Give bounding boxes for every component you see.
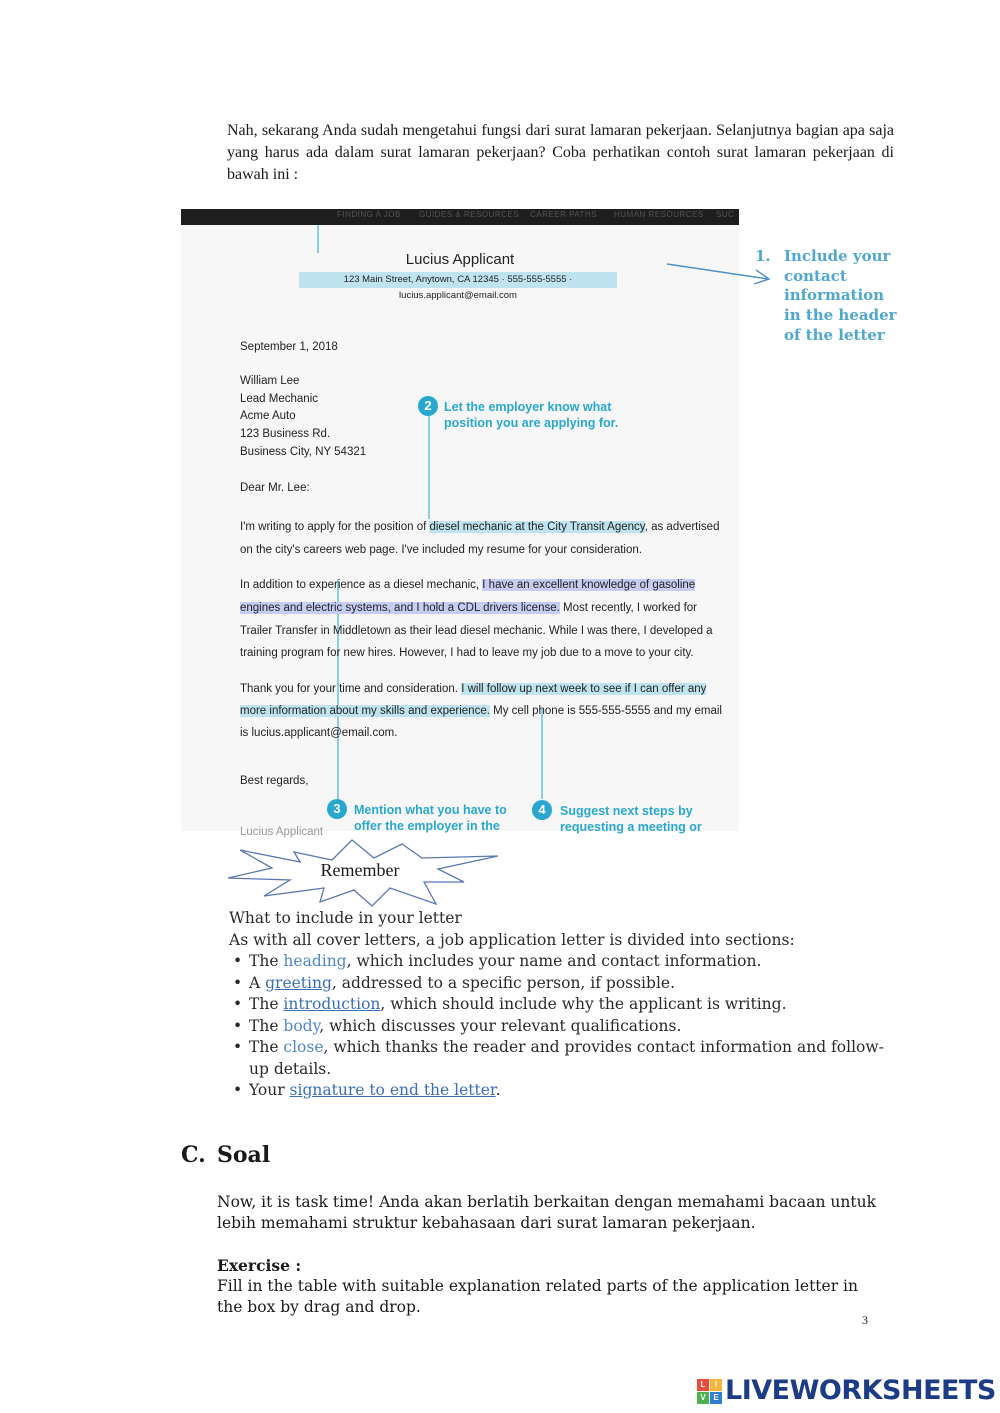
p2-line4: training program for new hires. However, I had to leave my job due to a move to your city. (240, 647, 694, 659)
p2-line1 (240, 579, 695, 591)
nav-item: GUIDES & RESOURCES (419, 210, 520, 219)
item-text: The (249, 1016, 284, 1035)
p2-line2 (240, 602, 697, 614)
p2-text: In addition to experience as a diesel mechanic, (240, 579, 483, 591)
item-text: , which thanks the reader and provides contact information and follow-up details. (249, 1038, 884, 1078)
link-greeting[interactable]: greeting (265, 973, 332, 992)
list-item (229, 1016, 889, 1038)
item-text: , which discusses your relevant qualifications. (319, 1016, 682, 1035)
p3-text: My cell phone is 555-555-5555 and my email (489, 705, 722, 717)
brand-wordmark: LIVEWORKSHEETS (725, 1375, 996, 1406)
sample-letter-image (181, 209, 739, 838)
p3-line3: is lucius.applicant@email.com. (240, 727, 398, 739)
p3-line1 (240, 683, 706, 695)
item-text: A (249, 973, 266, 992)
callout-2-text: Let the employer know what position you are applying for. (444, 400, 619, 430)
item-text: , which should include why the applicant is writing. (380, 995, 787, 1013)
nav-item: SUC (716, 210, 735, 219)
p1-text: , as advertised (644, 521, 720, 533)
include-list (229, 951, 889, 1102)
exercise-instructions: Fill in the table with suitable explanation related parts of the application letter in the box by drag and drop. (217, 1277, 858, 1316)
logo-tile: E (710, 1392, 722, 1404)
recipient-line: Acme Auto (240, 410, 296, 422)
callout-4-line (541, 709, 543, 799)
item-text: The (249, 995, 284, 1013)
callout-3-text: Mention what you have to offer the employer in the (354, 803, 507, 833)
letter-signature: Lucius Applicant (240, 826, 324, 838)
callout-2-line (428, 414, 430, 519)
nav-item: CAREER PATHS (530, 210, 598, 219)
link-introduction[interactable]: introduction (283, 995, 381, 1013)
recipient-line: William Lee (240, 375, 300, 387)
logo-tile: L (697, 1379, 709, 1391)
logo-tile: I (710, 1379, 722, 1391)
p3-text: Thank you for your time and consideration. (240, 683, 462, 695)
p2-line3: Trailer Transfer in Middletown as their lead diesel mechanic. While I was there, I developed a (240, 625, 713, 637)
item-text: Your (249, 1081, 290, 1099)
item-text: , which includes your name and contact information. (346, 952, 762, 970)
p1-highlight: diesel mechanic at the City Transit Agency (429, 521, 645, 533)
nav-item: HUMAN RESOURCES (614, 210, 704, 219)
list-item (229, 1037, 889, 1080)
callout-4-badge: 4 (532, 800, 552, 820)
recipient-line: Business City, NY 54321 (240, 446, 367, 458)
list-item (229, 951, 889, 973)
letter-date: September 1, 2018 (240, 341, 338, 353)
callout-2-badge: 2 (418, 396, 438, 416)
p1-line2: on the city's careers web page. I've included my resume for your consideration. (240, 544, 642, 556)
item-text: . (495, 1081, 501, 1099)
letter-nav-bar (181, 209, 739, 225)
callout-4-text: Suggest next steps by requesting a meeting or (560, 804, 702, 834)
link-signature[interactable]: signature to end the letter (289, 1081, 496, 1099)
item-text: The (249, 1038, 284, 1056)
list-item (229, 1080, 889, 1102)
p2-text: Most recently, I worked for (559, 602, 698, 614)
list-item (229, 973, 889, 995)
side-note-text: Include your contact information in the header of the letter (784, 247, 897, 344)
p2-highlight: engines and electric systems, and I hold a CDL drivers license. (240, 602, 560, 614)
section-letter: C. (181, 1142, 206, 1168)
page-number: 3 (862, 1313, 868, 1327)
term-close: close (283, 1038, 324, 1056)
side-note-number: 1. (755, 247, 771, 265)
letter-salutation: Dear Mr. Lee: (240, 482, 310, 494)
callout-1-line (317, 225, 319, 253)
p3-highlight: I will follow up next week to see if I can offer any (461, 683, 707, 695)
p1-line1 (240, 521, 719, 533)
recipient-line: Lead Mechanic (240, 393, 318, 405)
applicant-name: Lucius Applicant (405, 251, 515, 268)
item-text: , addressed to a specific person, if possible. (331, 973, 675, 992)
remember-label: Remember (320, 860, 400, 880)
nav-item: FINDING A JOB (337, 210, 401, 219)
include-heading: What to include in your letter (229, 909, 462, 927)
letter-closing: Best regards, (240, 775, 309, 787)
list-item (229, 994, 889, 1016)
liveworksheets-logo[interactable] (697, 1375, 997, 1411)
include-lead: As with all cover letters, a job application letter is divided into sections: (229, 930, 795, 949)
task-paragraph: Now, it is task time! Anda akan berlatih berkaitan dengan memahami bacaan untuk lebih memahami struktur kebahasaan dari surat lamaran pekerjaan. (217, 1193, 876, 1232)
logo-icon (697, 1379, 723, 1405)
term-body: body (283, 1016, 320, 1035)
item-text: The (249, 952, 284, 970)
p3-highlight: more information about my skills and experience. (240, 705, 490, 717)
callout-3-badge: 3 (327, 799, 347, 819)
p2-highlight: I have an excellent knowledge of gasoline (482, 579, 696, 591)
intro-paragraph: Nah, sekarang Anda sudah mengetahui fungsi dari surat lamaran pekerjaan. Selanjutnya bagian apa saja yang harus ada dalam surat lamaran pekerjaan? Coba perhatikan contoh surat lamaran pekerjaan di bawah ini : (227, 122, 894, 183)
applicant-contact: 123 Main Street, Anytown, CA 12345 · 555-555-5555 · lucius.applicant@email.com (299, 272, 617, 288)
exercise-title: Exercise : (217, 1256, 302, 1275)
recipient-line: 123 Business Rd. (240, 428, 331, 440)
include-section (229, 908, 889, 1102)
section-title: Soal (217, 1142, 271, 1168)
exercise-block (217, 1255, 887, 1318)
logo-tile: V (697, 1392, 709, 1404)
p1-text: I'm writing to apply for the position of (240, 521, 430, 533)
p3-line2 (240, 705, 722, 717)
term-heading: heading (283, 952, 347, 970)
